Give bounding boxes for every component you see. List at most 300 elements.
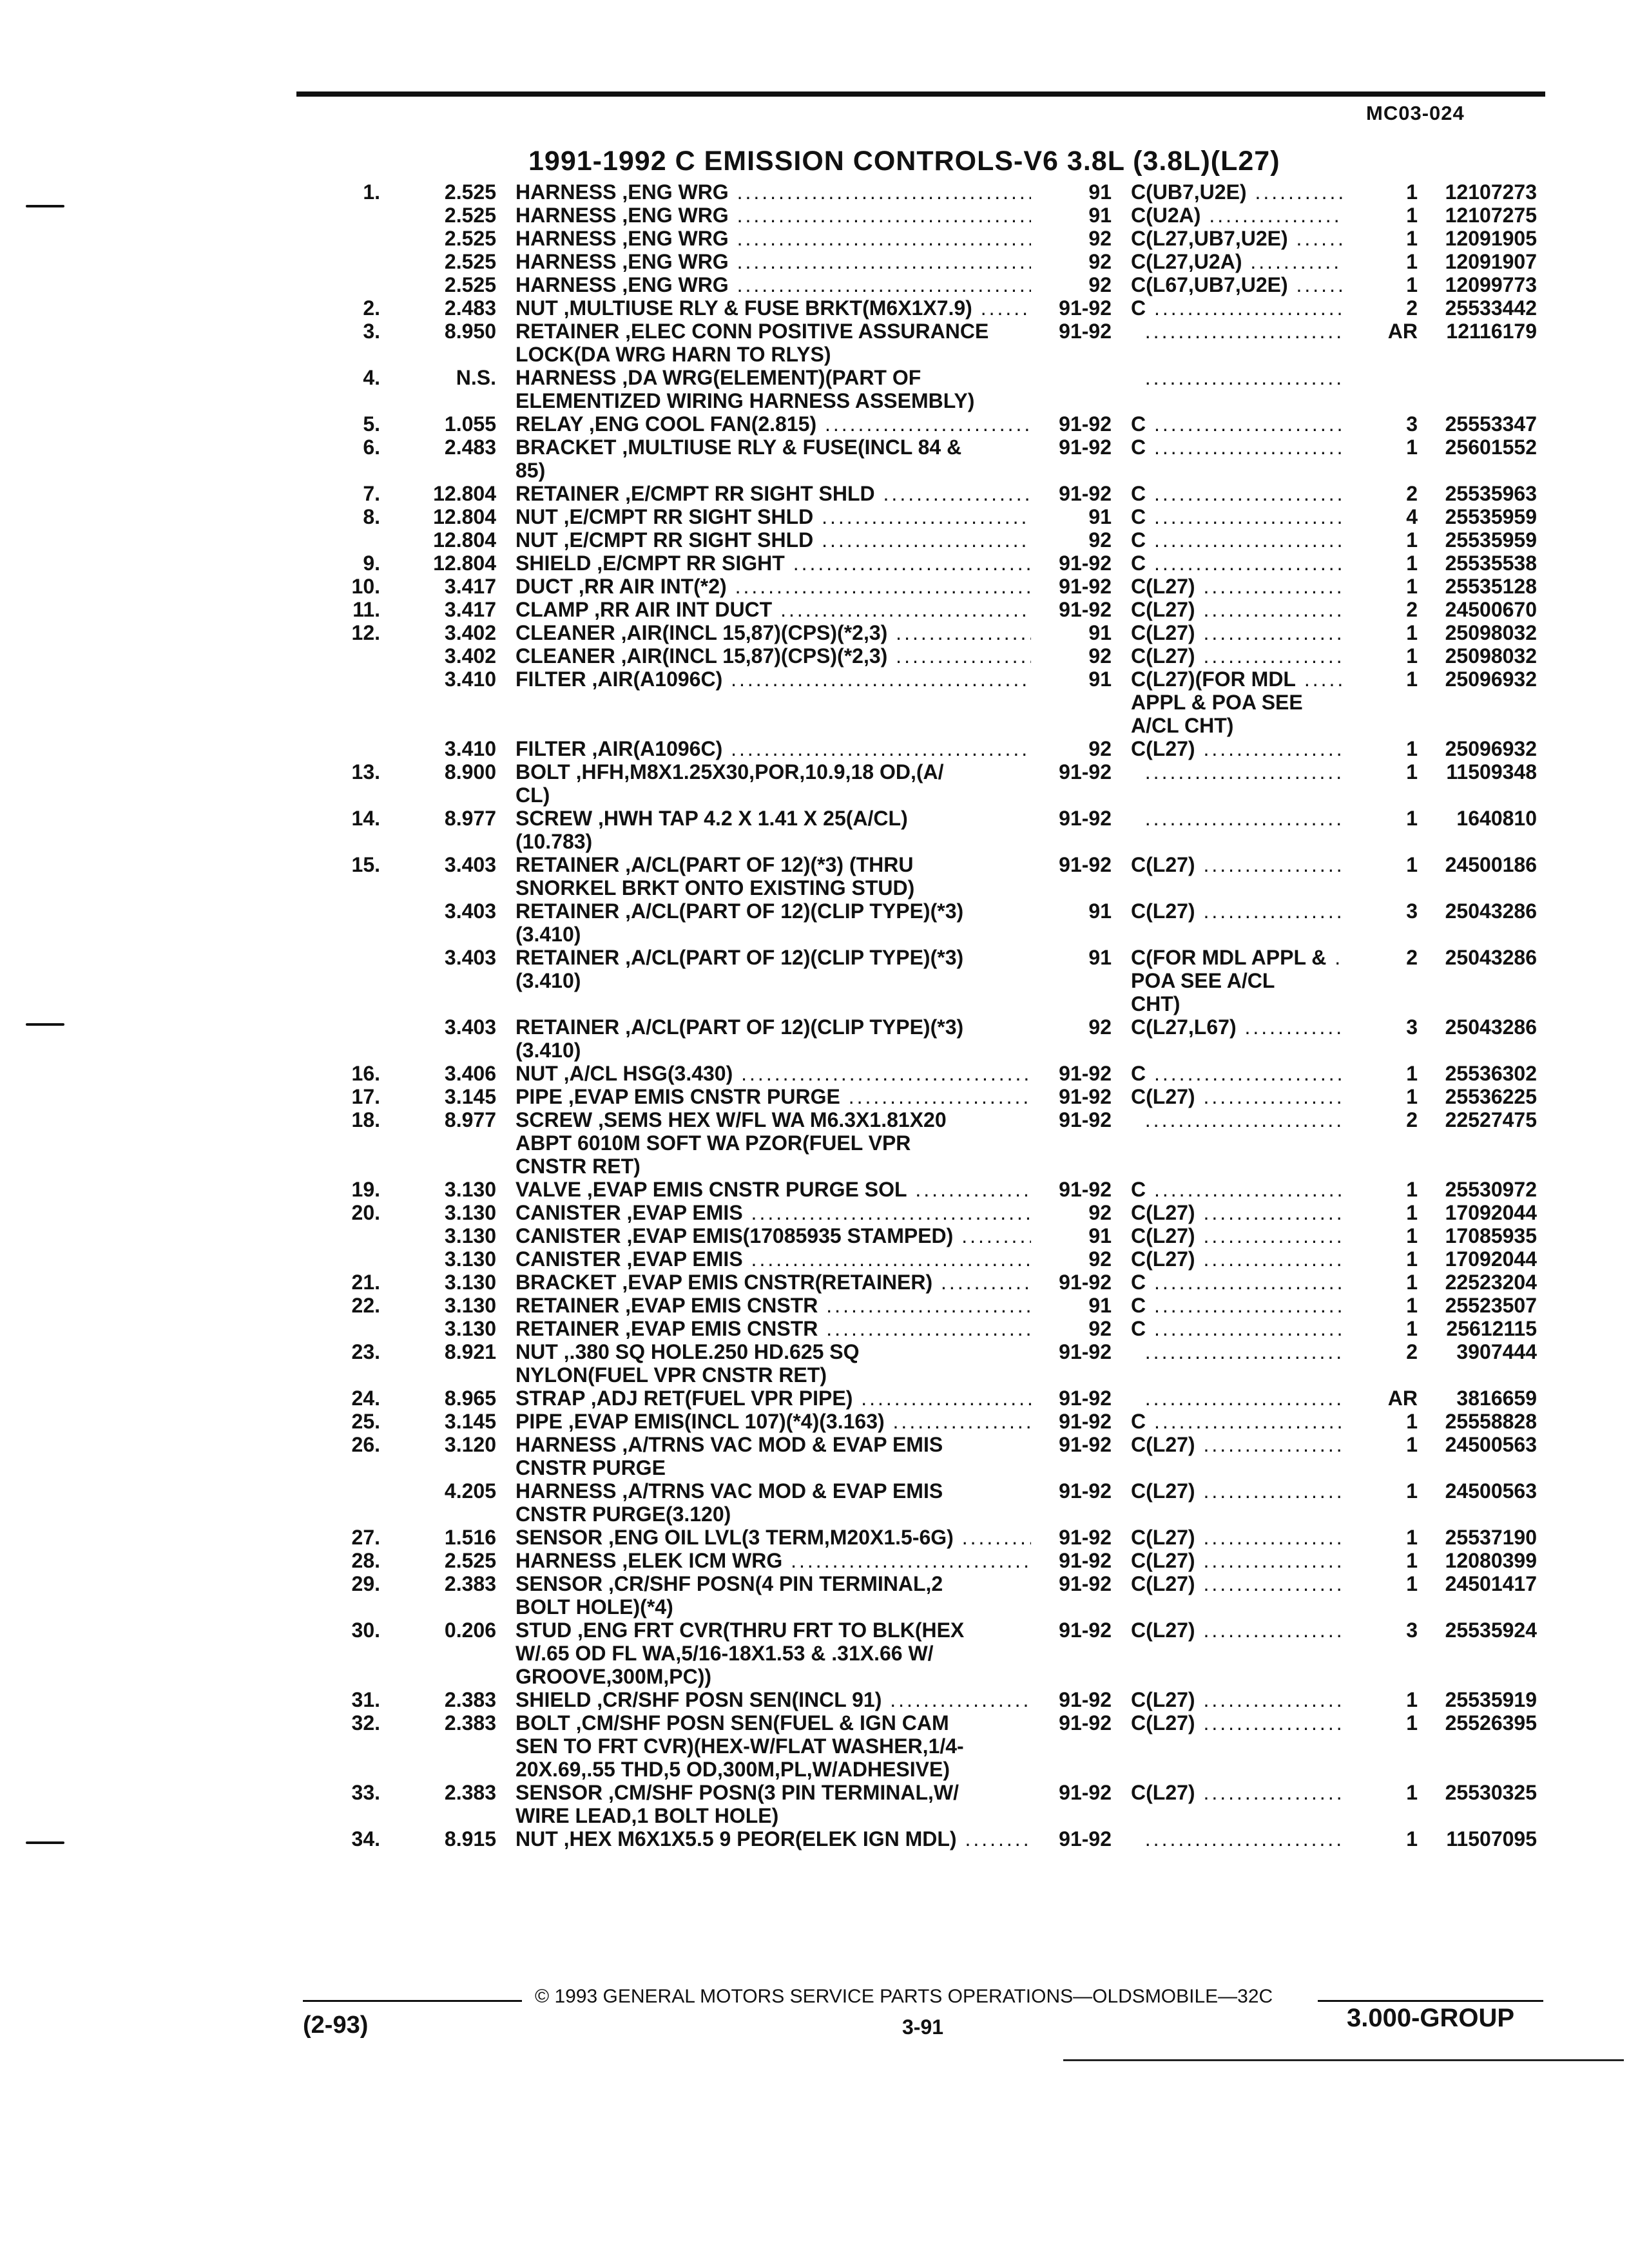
table-row [0, 1572, 1629, 1619]
application-line: C ..... [1131, 528, 1344, 552]
table-row [0, 1294, 1629, 1317]
group-number: 3.130 [444, 1224, 496, 1247]
description-line: (3.410) [516, 923, 581, 946]
group-number: 3.145 [444, 1410, 496, 1433]
table-row [0, 1526, 1629, 1549]
part-description [516, 250, 1031, 273]
application [1131, 644, 1344, 668]
part-description [516, 296, 1031, 320]
quantity: 1 [1406, 737, 1418, 760]
application-line: C(L27)(FOR MDL ..... [1131, 668, 1344, 691]
application [1131, 668, 1344, 737]
group-number: 1.516 [444, 1526, 496, 1549]
bottom-rule [1063, 2059, 1624, 2061]
part-number: 12091907 [1445, 250, 1537, 273]
application [1131, 1271, 1344, 1294]
application-line [1131, 1340, 1344, 1363]
application [1131, 320, 1344, 343]
part-number: 25535959 [1445, 528, 1537, 552]
description-line: HARNESS ,ENG WRG ..... [516, 273, 1031, 296]
application [1131, 1479, 1344, 1503]
table-row [0, 552, 1629, 575]
item-number: 11. [352, 598, 380, 621]
part-description [516, 598, 1031, 621]
application-line: C(L27,U2A) ..... [1131, 250, 1344, 273]
description-line: HARNESS ,ENG WRG ..... [516, 227, 1031, 250]
table-row [0, 760, 1629, 807]
part-description [516, 853, 1031, 899]
model-year: 91-92 [1059, 1572, 1112, 1595]
application [1131, 296, 1344, 320]
item-number: 19. [351, 1178, 380, 1201]
application-line: C ..... [1131, 505, 1344, 528]
item-number: 5. [363, 412, 380, 436]
description-line: RETAINER ,A/CL(PART OF 12)(CLIP TYPE)(*3) [516, 1015, 964, 1039]
description-line: SENSOR ,ENG OIL LVL(3 TERM,M20X1.5-6G) ..... [516, 1526, 1031, 1549]
model-year: 91-92 [1059, 1410, 1112, 1433]
parts-table [0, 180, 1629, 1850]
model-year: 91-92 [1059, 482, 1112, 505]
description-line: HARNESS ,ENG WRG ..... [516, 250, 1031, 273]
part-description [516, 1549, 1031, 1572]
item-number: 13. [351, 760, 380, 783]
group-number: 8.950 [444, 320, 496, 343]
application-line: C(L27) ..... [1131, 1619, 1344, 1642]
application [1131, 1224, 1344, 1247]
part-number: 25535538 [1445, 552, 1537, 575]
table-row [0, 737, 1629, 760]
quantity: 1 [1406, 1433, 1418, 1456]
application-line: C(L27) ..... [1131, 644, 1344, 668]
description-line: (3.410) [516, 969, 581, 992]
part-description [516, 482, 1031, 505]
group-number: 3.130 [444, 1201, 496, 1224]
model-year: 91-92 [1059, 1178, 1112, 1201]
application [1131, 1387, 1344, 1410]
description-line: CNSTR PURGE [516, 1456, 666, 1479]
item-number: 7. [363, 482, 380, 505]
group-number: 8.965 [444, 1387, 496, 1410]
description-line: ABPT 6010M SOFT WA PZOR(FUEL VPR [516, 1131, 911, 1155]
model-year: 91-92 [1059, 1108, 1112, 1131]
group-number: 2.525 [444, 273, 496, 296]
model-year: 92 [1088, 1247, 1112, 1271]
model-year: 91-92 [1059, 1526, 1112, 1549]
application-line [1131, 1108, 1344, 1131]
group-number: 3.130 [444, 1294, 496, 1317]
part-number: 25536302 [1445, 1062, 1537, 1085]
model-year: 91-92 [1059, 412, 1112, 436]
quantity: 1 [1406, 552, 1418, 575]
model-year: 91-92 [1059, 1340, 1112, 1363]
item-number: 4. [363, 366, 380, 389]
part-number: 25530325 [1445, 1781, 1537, 1804]
quantity: 1 [1406, 1247, 1418, 1271]
group-number: 12.804 [433, 505, 496, 528]
table-row [0, 1781, 1629, 1827]
item-number: 24. [351, 1387, 380, 1410]
group-number: 4.205 [444, 1479, 496, 1503]
model-year: 91-92 [1059, 1387, 1112, 1410]
quantity: 3 [1406, 1619, 1418, 1642]
part-description [516, 737, 1031, 760]
application-line: C ..... [1131, 296, 1344, 320]
description-line: NUT ,E/CMPT RR SIGHT SHLD ..... [516, 505, 1031, 528]
part-number: 25537190 [1445, 1526, 1537, 1549]
group-number: 3.403 [444, 899, 496, 923]
description-line: ELEMENTIZED WIRING HARNESS ASSEMBLY) [516, 389, 975, 412]
description-line: SHIELD ,CR/SHF POSN SEN(INCL 91) ..... [516, 1688, 1031, 1711]
part-description [516, 1201, 1031, 1224]
part-number: 25098032 [1445, 644, 1537, 668]
table-row [0, 575, 1629, 598]
part-description [516, 1271, 1031, 1294]
description-line: FILTER ,AIR(A1096C) ..... [516, 737, 1031, 760]
model-year: 91-92 [1059, 853, 1112, 876]
table-row [0, 1688, 1629, 1711]
model-year: 91-92 [1059, 807, 1112, 830]
description-line: RELAY ,ENG COOL FAN(2.815) ..... [516, 412, 1031, 436]
part-number: 25098032 [1445, 621, 1537, 644]
item-number: 32. [351, 1711, 380, 1735]
item-number: 33. [351, 1781, 380, 1804]
application-line: C ..... [1131, 436, 1344, 459]
application-line [1131, 1387, 1344, 1410]
part-description [516, 807, 1031, 853]
part-number: 17092044 [1445, 1247, 1537, 1271]
model-year: 91-92 [1059, 1619, 1112, 1642]
group-number: 3.403 [444, 853, 496, 876]
quantity: 1 [1406, 1781, 1418, 1804]
part-description [516, 946, 1031, 1015]
description-line: NYLON(FUEL VPR CNSTR RET) [516, 1363, 827, 1387]
application [1131, 1085, 1344, 1108]
table-row [0, 273, 1629, 296]
application [1131, 273, 1344, 296]
model-year: 92 [1088, 273, 1112, 296]
item-number: 25. [351, 1410, 380, 1433]
model-year: 91-92 [1059, 320, 1112, 343]
table-row [0, 1201, 1629, 1224]
application-line: C(L27) ..... [1131, 1549, 1344, 1572]
application-line [1131, 366, 1344, 389]
description-line [516, 691, 1031, 714]
model-year: 91 [1088, 946, 1112, 969]
part-number: 12091905 [1445, 227, 1537, 250]
description-line: HARNESS ,DA WRG(ELEMENT)(PART OF [516, 366, 921, 389]
part-number: 25536225 [1445, 1085, 1537, 1108]
quantity: 1 [1406, 621, 1418, 644]
application-line: C(L27) ..... [1131, 598, 1344, 621]
model-year: 91 [1088, 180, 1112, 204]
description-line: 85) [516, 459, 546, 482]
part-description [516, 1085, 1031, 1108]
table-row [0, 1015, 1629, 1062]
group-number: 2.483 [444, 436, 496, 459]
application [1131, 482, 1344, 505]
table-row [0, 366, 1629, 412]
quantity: 1 [1406, 1271, 1418, 1294]
group-number: N.S. [456, 366, 496, 389]
application [1131, 1062, 1344, 1085]
application-line: C(L27) ..... [1131, 575, 1344, 598]
part-number: 12107273 [1445, 180, 1537, 204]
part-number: 12107275 [1445, 204, 1537, 227]
description-line: SCREW ,HWH TAP 4.2 X 1.41 X 25(A/CL) [516, 807, 908, 830]
application-line: C ..... [1131, 1410, 1344, 1433]
item-number: 10. [351, 575, 380, 598]
group-number: 2.383 [444, 1572, 496, 1595]
group-number: 2.383 [444, 1688, 496, 1711]
description-line: SEN TO FRT CVR)(HEX-W/FLAT WASHER,1/4- [516, 1735, 964, 1758]
part-description [516, 1827, 1031, 1850]
table-row [0, 227, 1629, 250]
part-number: 25535128 [1445, 575, 1537, 598]
group-number: 3.417 [444, 575, 496, 598]
table-row [0, 1410, 1629, 1433]
part-number: 25535924 [1445, 1619, 1537, 1642]
quantity: 1 [1406, 1711, 1418, 1735]
model-year: 91-92 [1059, 1433, 1112, 1456]
item-number: 14. [351, 807, 380, 830]
group-number: 8.915 [444, 1827, 496, 1850]
part-number: 11509348 [1446, 760, 1537, 783]
part-description [516, 575, 1031, 598]
description-line: W/.65 OD FL WA,5/16-18X1.53 & .31X.66 W/ [516, 1642, 934, 1665]
item-number: 31. [351, 1688, 380, 1711]
application [1131, 1619, 1344, 1642]
application [1131, 899, 1344, 923]
part-number: 25535959 [1445, 505, 1537, 528]
application-line [1131, 1827, 1344, 1850]
application-line: C(L67,UB7,U2E) ..... [1131, 273, 1344, 296]
description-line [516, 992, 1031, 1015]
model-year: 91 [1088, 621, 1112, 644]
table-row [0, 1827, 1629, 1850]
quantity: 3 [1406, 899, 1418, 923]
part-description [516, 273, 1031, 296]
part-description [516, 1108, 1031, 1178]
application-line: C ..... [1131, 1062, 1344, 1085]
part-description [516, 1340, 1031, 1387]
table-row [0, 668, 1629, 737]
group-number: 2.383 [444, 1711, 496, 1735]
quantity: 1 [1406, 1410, 1418, 1433]
item-number: 23. [351, 1340, 380, 1363]
application [1131, 1688, 1344, 1711]
part-number: 25043286 [1445, 1015, 1537, 1039]
application [1131, 180, 1344, 204]
table-row [0, 296, 1629, 320]
application [1131, 575, 1344, 598]
description-line: HARNESS ,A/TRNS VAC MOD & EVAP EMIS [516, 1479, 943, 1503]
application-line: C ..... [1131, 552, 1344, 575]
description-line: NUT ,HEX M6X1X5.5 9 PEOR(ELEK IGN MDL) ..... [516, 1827, 1031, 1850]
application-line: C(L27) ..... [1131, 1781, 1344, 1804]
description-line: CL) [516, 783, 550, 807]
item-number: 20. [351, 1201, 380, 1224]
application-line: APPL & POA SEE [1131, 691, 1303, 714]
description-line: HARNESS ,ELEK ICM WRG ..... [516, 1549, 1031, 1572]
part-description [516, 760, 1031, 807]
group-number: 3.130 [444, 1247, 496, 1271]
quantity: 1 [1406, 1827, 1418, 1850]
part-description [516, 1526, 1031, 1549]
item-number: 30. [351, 1619, 380, 1642]
table-row [0, 1433, 1629, 1479]
group-number: 3.402 [444, 621, 496, 644]
application-line: C(L27,UB7,U2E) ..... [1131, 227, 1344, 250]
part-number: 25043286 [1445, 899, 1537, 923]
application [1131, 1827, 1344, 1850]
description-line: SHIELD ,E/CMPT RR SIGHT ..... [516, 552, 1031, 575]
part-number: 1640810 [1456, 807, 1537, 830]
model-year: 91 [1088, 1294, 1112, 1317]
application [1131, 1247, 1344, 1271]
part-description [516, 436, 1031, 482]
description-line: BRACKET ,MULTIUSE RLY & FUSE(INCL 84 & [516, 436, 962, 459]
description-line: RETAINER ,ELEC CONN POSITIVE ASSURANCE [516, 320, 989, 343]
quantity: 1 [1406, 273, 1418, 296]
quantity: 1 [1406, 807, 1418, 830]
table-row [0, 946, 1629, 1015]
description-line: STUD ,ENG FRT CVR(THRU FRT TO BLK(HEX [516, 1619, 965, 1642]
copyright-text: © 1993 GENERAL MOTORS SERVICE PARTS OPERATIONS—OLDSMOBILE—32C [535, 1986, 1273, 2007]
description-line: GROOVE,300M,PC)) [516, 1665, 712, 1688]
quantity: 1 [1406, 1201, 1418, 1224]
description-line: STRAP ,ADJ RET(FUEL VPR PIPE) ..... [516, 1387, 1031, 1410]
item-number: 15. [351, 853, 380, 876]
item-number: 29. [351, 1572, 380, 1595]
table-row [0, 482, 1629, 505]
description-line: NUT ,.380 SQ HOLE.250 HD.625 SQ [516, 1340, 860, 1363]
part-number: 25043286 [1445, 946, 1537, 969]
description-line: PIPE ,EVAP EMIS CNSTR PURGE ..... [516, 1085, 1031, 1108]
description-line: CANISTER ,EVAP EMIS(17085935 STAMPED) ..... [516, 1224, 1031, 1247]
part-number: 12116179 [1446, 320, 1537, 343]
group-number: 2.525 [444, 1549, 496, 1572]
application-line: C(FOR MDL APPL & ..... [1131, 946, 1344, 969]
application-line: C(L27) ..... [1131, 1479, 1344, 1503]
application [1131, 1015, 1344, 1039]
group-number: 1.055 [444, 412, 496, 436]
part-description [516, 528, 1031, 552]
quantity: 1 [1406, 250, 1418, 273]
footer-rule-right [1318, 2000, 1543, 2002]
model-year: 92 [1088, 1317, 1112, 1340]
part-description [516, 1410, 1031, 1433]
application [1131, 1178, 1344, 1201]
group-number: 12.804 [433, 528, 496, 552]
application [1131, 1294, 1344, 1317]
application [1131, 1781, 1344, 1804]
group-number: 12.804 [433, 552, 496, 575]
description-line: CLEANER ,AIR(INCL 15,87)(CPS)(*2,3) ..... [516, 644, 1031, 668]
group-number: 3.403 [444, 1015, 496, 1039]
description-line: SENSOR ,CR/SHF POSN(4 PIN TERMINAL,2 [516, 1572, 943, 1595]
model-year: 91-92 [1059, 1781, 1112, 1804]
quantity: 1 [1406, 1178, 1418, 1201]
description-line: CLAMP ,RR AIR INT DUCT ..... [516, 598, 1031, 621]
application-line: C(L27) ..... [1131, 1201, 1344, 1224]
group-number: 3.120 [444, 1433, 496, 1456]
model-year: 92 [1088, 250, 1112, 273]
application-line: CHT) [1131, 992, 1181, 1015]
description-line: SNORKEL BRKT ONTO EXISTING STUD) [516, 876, 915, 899]
application [1131, 505, 1344, 528]
part-description [516, 227, 1031, 250]
model-year: 91-92 [1059, 1711, 1112, 1735]
description-line: (3.410) [516, 1039, 581, 1062]
description-line: HARNESS ,ENG WRG ..... [516, 180, 1031, 204]
part-description [516, 899, 1031, 946]
description-line: BOLT ,CM/SHF POSN SEN(FUEL & IGN CAM [516, 1711, 949, 1735]
part-number: 25523507 [1445, 1294, 1537, 1317]
application [1131, 1108, 1344, 1131]
application-line: C(L27) ..... [1131, 1688, 1344, 1711]
quantity: 1 [1406, 1062, 1418, 1085]
quantity: 1 [1406, 1479, 1418, 1503]
table-row [0, 436, 1629, 482]
application-line: C ..... [1131, 1317, 1344, 1340]
application-line: A/CL CHT) [1131, 714, 1234, 737]
part-number: 25096932 [1445, 668, 1537, 691]
application [1131, 1433, 1344, 1456]
item-number: 21. [351, 1271, 380, 1294]
item-number: 1. [363, 180, 380, 204]
part-description [516, 320, 1031, 366]
model-year: 91-92 [1059, 760, 1112, 783]
quantity: 1 [1406, 668, 1418, 691]
group-number: 3.410 [444, 668, 496, 691]
application [1131, 204, 1344, 227]
model-year: 91-92 [1059, 1062, 1112, 1085]
table-row [0, 1224, 1629, 1247]
quantity: 1 [1406, 180, 1418, 204]
part-description [516, 412, 1031, 436]
part-number: 24501417 [1445, 1572, 1537, 1595]
model-year: 91-92 [1059, 1827, 1112, 1850]
quantity: 2 [1406, 482, 1418, 505]
description-line: CLEANER ,AIR(INCL 15,87)(CPS)(*2,3) ..... [516, 621, 1031, 644]
application-line: C ..... [1131, 1294, 1344, 1317]
part-number: 3907444 [1456, 1340, 1537, 1363]
description-line: LOCK(DA WRG HARN TO RLYS) [516, 343, 831, 366]
application-line: C(L27) ..... [1131, 1711, 1344, 1735]
part-description [516, 552, 1031, 575]
quantity: 1 [1406, 1294, 1418, 1317]
table-row [0, 899, 1629, 946]
item-number: 34. [351, 1827, 380, 1850]
table-row [0, 621, 1629, 644]
application [1131, 1201, 1344, 1224]
part-number: 3816659 [1456, 1387, 1537, 1410]
part-number: 17092044 [1445, 1201, 1537, 1224]
part-number: 25601552 [1445, 436, 1537, 459]
application-line: C(L27) ..... [1131, 1433, 1344, 1456]
model-year: 91-92 [1059, 1479, 1112, 1503]
item-number: 9. [363, 552, 380, 575]
application [1131, 621, 1344, 644]
part-number: 24500563 [1445, 1433, 1537, 1456]
table-row [0, 1062, 1629, 1085]
application [1131, 1711, 1344, 1735]
part-description [516, 1178, 1031, 1201]
application-line [1131, 807, 1344, 830]
description-line: NUT ,MULTIUSE RLY & FUSE BRKT(M6X1X7.9) ..... [516, 296, 1031, 320]
part-number: 24500563 [1445, 1479, 1537, 1503]
part-description [516, 1247, 1031, 1271]
